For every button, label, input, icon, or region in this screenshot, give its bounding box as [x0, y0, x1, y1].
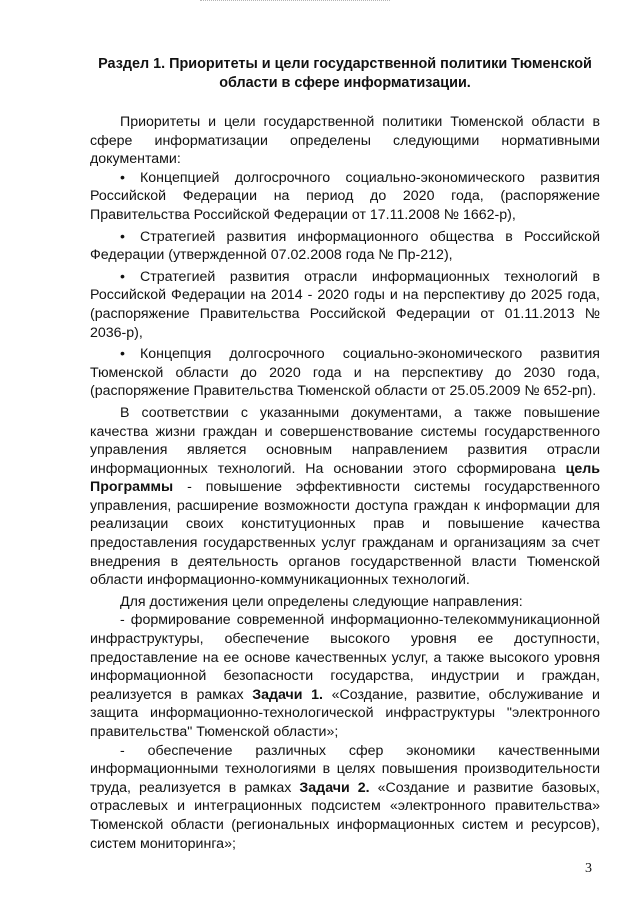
- page-number: 3: [585, 861, 592, 876]
- direction-2-bold: Задачи 2.: [299, 779, 370, 796]
- document-body: [90, 113, 600, 853]
- bullet-icon: •: [120, 169, 125, 186]
- bullet-item-4: [90, 345, 600, 401]
- directions-intro: Для достижения цели определены следующие направления:: [120, 593, 523, 610]
- direction-2-after: «Создание и развитие базовых, отраслевых и интеграционных подсистем «электронного правительства» Тюменской области (региональных информационных систем и ресурсов), систем мониторинга»;: [90, 779, 600, 852]
- goal-text-before: В соответствии с указанными документами, а также повышение качества жизни граждан и совершенствование системы государственного управления является основным направлением развития отрасли информационных технологий. На основании этого сформирована: [90, 404, 600, 477]
- direction-1-paragraph: [90, 611, 600, 741]
- bullet-icon: •: [120, 268, 125, 285]
- bullet-text: Концепция долгосрочного социально-экономического развития Тюменской области до 2020 года и на перспективу до 2030 года, (распоряжение Правительства Тюменской области от 25.05.2009 № 652-рп).: [90, 346, 600, 400]
- bullet-item-1: [90, 169, 600, 225]
- bullet-item-3: [90, 268, 600, 342]
- goal-text-after: - повышение эффективности системы государственного управления, расширение возможности доступа граждан к информации для реализации своих конституционных прав и повышение качества предоставления государственных услуг гражданам и организациям за счет внедрения в деятельность органов государственной власти Тюменской области информационно-коммуникационных технологий.: [90, 479, 600, 589]
- bullet-text: Стратегией развития отрасли информационных технологий в Российской Федерации на 2014 - 2020 годы и на перспективу до 2025 года, (распоряжение Правительства Российской Федерации от 01.11.2013 № 2036-р),: [90, 268, 600, 341]
- direction-1-bold: Задачи 1.: [252, 686, 323, 703]
- section-heading: Раздел 1. Приоритеты и цели государственной политики Тюменской области в сфере информатизации.: [98, 56, 592, 91]
- direction-2-before: - обеспечение различных сфер экономики качественными информационными технологиями в целях повышения производительности труда, реализуется в рамках: [90, 742, 600, 796]
- bullet-item-2: [90, 228, 600, 265]
- direction-1-after: «Создание, развитие, обслуживание и защита информационно-технологической инфраструктуры "электронного правительства" Тюменской области»;: [90, 686, 600, 740]
- direction-1-before: - формирование современной информационно-телекоммуникационной инфраструктуры, обеспечение высокого уровня ее доступности, предоставление на ее основе качественных услуг, а также высокого уровня информационной безопасности государства, индустрии и граждан, реализуется в рамках: [90, 612, 600, 703]
- goal-text-bold: цель Программы: [90, 460, 600, 496]
- bullet-text: Концепцией долгосрочного социально-экономического развития Российской Федерации на период до 2020 года, (распоряжение Правительства Российской Федерации от 17.11.2008 № 1662-р),: [90, 169, 600, 223]
- scan-top-mark: [200, 0, 390, 4]
- bullet-icon: •: [120, 228, 125, 245]
- intro-paragraph: Приоритеты и цели государственной политики Тюменской области в сфере информатизации определены следующими нормативными документами:: [90, 114, 600, 168]
- bullet-icon: •: [120, 346, 125, 363]
- goal-paragraph: [90, 404, 600, 590]
- direction-2-paragraph: [90, 742, 600, 854]
- bullet-text: Стратегией развития информационного общества в Российской Федерации (утвержденной 07.02.2008 года № Пр-212),: [90, 228, 600, 264]
